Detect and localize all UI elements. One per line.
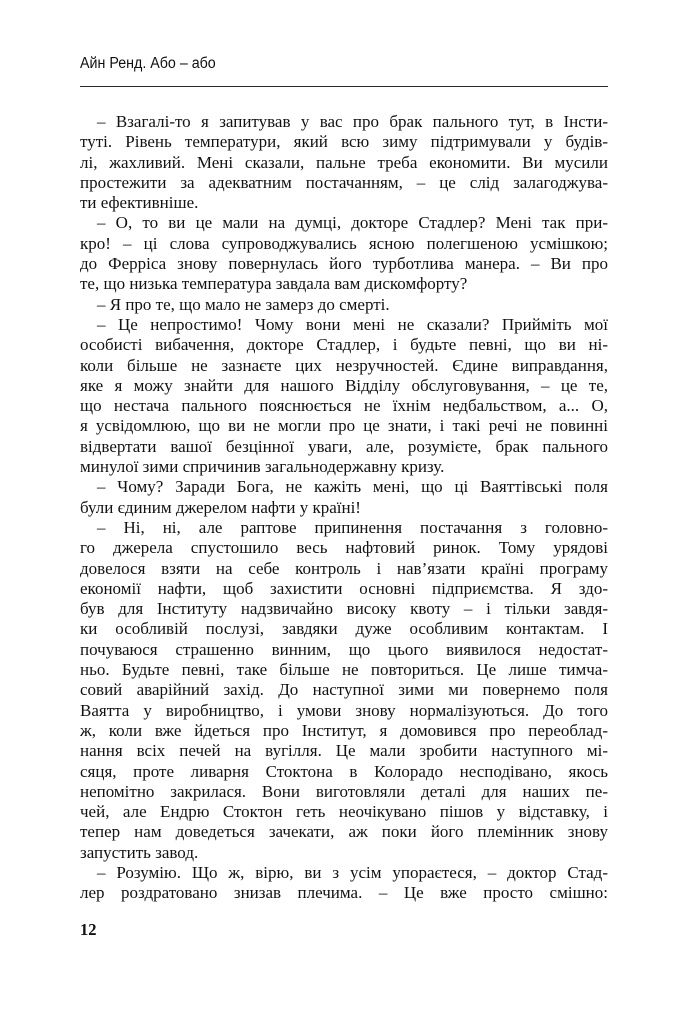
text-line: запустить завод.	[80, 842, 199, 862]
paragraph	[80, 295, 608, 315]
paragraph	[80, 315, 608, 477]
text-line: – Це непростимо! Чому вони мені не сказали? Прийміть мої	[97, 314, 608, 334]
paragraph	[80, 863, 608, 904]
paragraph	[80, 112, 608, 213]
running-head	[80, 54, 608, 87]
text-line: до Ферріса знову повернулась його турботлива манера. – Ви про	[80, 254, 608, 274]
text-line: особисті вибачення, докторе Стадлер, і будьте певні, що ви ні-	[80, 335, 608, 355]
text-line: непомітно закрилася. Вони виготовляли деталі для наших пе-	[80, 781, 608, 801]
text-line: туті. Рівень температури, який всю зиму підтримували у будів-	[80, 132, 608, 152]
text-line: ньо. Будьте певні, таке більше не повториться. Це лише тимча-	[80, 660, 608, 680]
text-line: го джерела спустошило весь нафтовий ринок. Тому урядові	[80, 538, 608, 558]
text-line: був для Інституту надзвичайно високу квоту – і тільки завдя-	[80, 599, 608, 619]
paragraph	[80, 518, 608, 863]
text-line: що нестача пального пояснюється не їхнім недбальством, а... О,	[80, 396, 608, 416]
text-line: – Я про те, що мало не замерз до смерті.	[97, 294, 390, 314]
text-line: минулої зими спричинив загальнодержавну кризу.	[80, 457, 445, 477]
page-number: 12	[80, 920, 97, 939]
text-line: лі, жахливий. Мені сказали, пальне треба економити. Ви мусили	[80, 152, 608, 172]
text-line: кро! – ці слова супроводжувались ясною полегшеною усмішкою;	[80, 233, 608, 253]
text-line: – Розумію. Що ж, вірю, ви з усім упораєтеся, – доктор Стад-	[97, 862, 608, 882]
text-line: – Ні, ні, але раптове припинення постачання з головно-	[97, 517, 608, 537]
text-line: совий аварійний захід. До наступної зими ми повернемо поля	[80, 680, 608, 700]
text-line: почуваюся страшенно винним, що цього виявилося недостат-	[80, 639, 608, 659]
text-line: я усвідомлюю, що ви не могли про це знати, і такі речі не повинні	[80, 416, 608, 436]
text-line: ж, коли вже йдеться про Інститут, я домовився про переоблад-	[80, 720, 608, 740]
text-line: – Чому? Заради Бога, не кажіть мені, що ці Ваяттівські поля	[97, 477, 608, 497]
text-line: сяця, проте ливарня Стоктона в Колорадо несподівано, якось	[80, 761, 608, 781]
paragraph	[80, 477, 608, 518]
text-line: економії нафти, щоб захистити основні підприємства. Я здо-	[80, 578, 608, 598]
text-line: ти ефективніше.	[80, 193, 199, 213]
text-line: тепер нам доведеться зачекати, аж поки його племінник знову	[80, 822, 608, 842]
paragraph	[80, 213, 608, 294]
text-line: те, що низька температура завдала вам дискомфорту?	[80, 274, 468, 294]
text-line: Ваятта у виробництво, і умови знову нормалізуються. До того	[80, 700, 608, 720]
text-line: ки особливій послузі, завдяки дуже особливим контактам. І	[80, 619, 608, 639]
text-line: відвертати вашої безцінної уваги, але, розумієте, брак пального	[80, 436, 608, 456]
text-line: простежити за адекватним постачанням, – це слід залагоджува-	[80, 172, 608, 192]
text-line: – О, то ви це мали на думці, докторе Стадлер? Мені так при-	[97, 213, 608, 233]
text-line: лер роздратовано знизав плечима. – Це вже просто смішно:	[80, 883, 608, 903]
text-line: чей, але Ендрю Стоктон геть неочікувано пішов у відставку, і	[80, 802, 608, 822]
text-line: були єдиним джерелом нафти у країні!	[80, 497, 361, 517]
text-line: яке я можу знайти для нашого Відділу обслуговування, – це те,	[80, 375, 608, 395]
text-line: – Взагалі-то я запитував у вас про брак пального тут, в Інсти-	[97, 112, 608, 131]
text-line: коли більше не зазнаєте цих незручностей. Єдине виправдання,	[80, 355, 608, 375]
running-head-title: Айн Ренд. Або – або	[80, 55, 216, 72]
text-line: довелося взяти на себе контроль і нав’язати країні програму	[80, 558, 608, 578]
header-rule	[80, 86, 608, 87]
page-body	[80, 112, 608, 904]
text-line: нання всіх печей на вугілля. Це мали зробити наступного мі-	[80, 741, 608, 761]
